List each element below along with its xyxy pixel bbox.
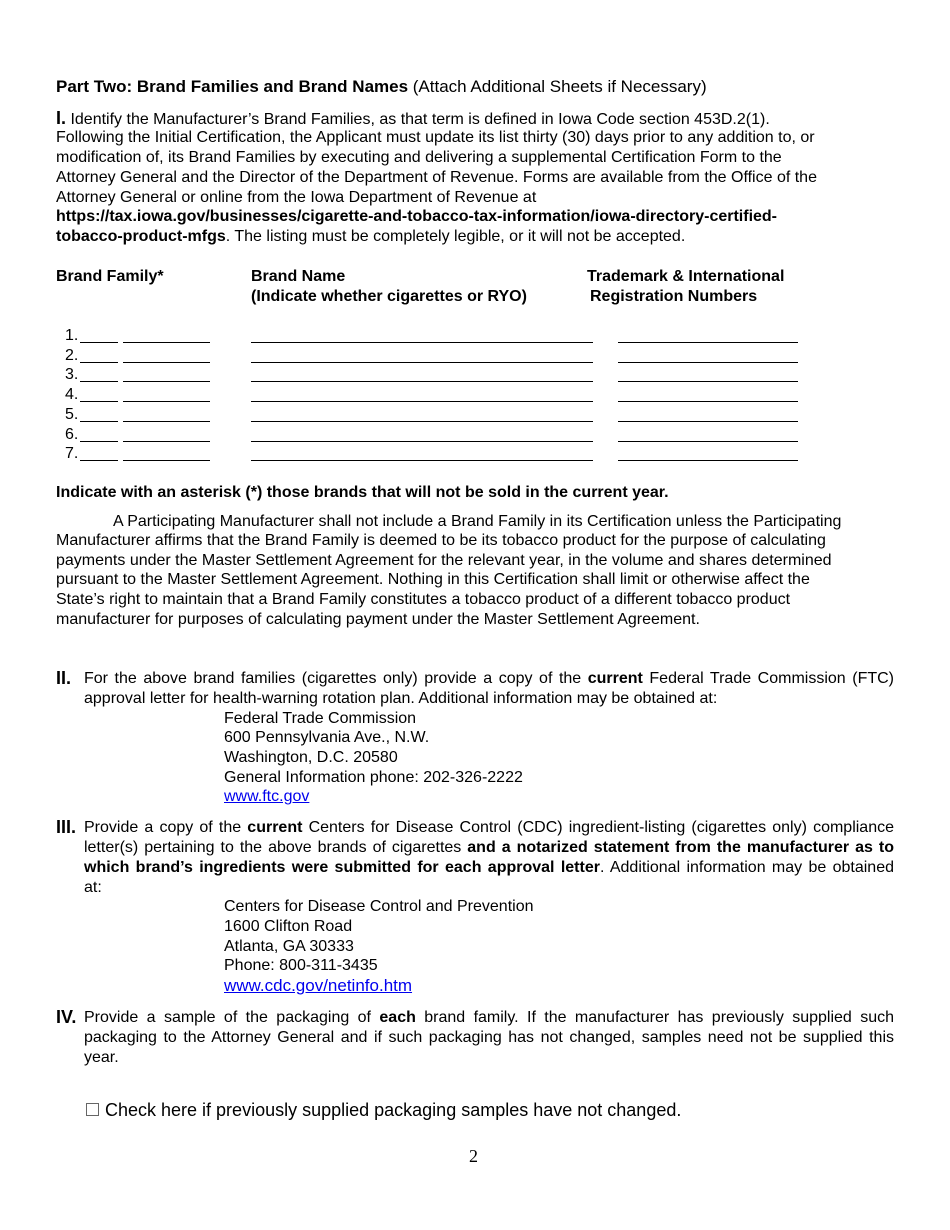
section-iv-text: brand family. If the manufacturer has previously supplied such (415, 1009, 895, 1026)
section-ii-text: For the above brand families (cigarettes only) provide a copy of the (84, 670, 588, 687)
ftc-phone: General Information phone: 202-326-2222 (224, 769, 523, 786)
row-number: 1. (65, 327, 79, 344)
section-ii-line (84, 669, 894, 689)
pm-paragraph-line: State’s right to maintain that a Brand Family constitutes a tobacco product of a different tobacco product (56, 591, 791, 608)
ftc-address-line: 600 Pennsylvania Ave., N.W. (224, 729, 430, 746)
section-i-line (56, 108, 770, 130)
brand-family-field[interactable] (123, 441, 210, 442)
brand-name-field[interactable] (251, 362, 593, 363)
brand-family-code-field[interactable] (80, 362, 118, 363)
trademark-number-field[interactable] (618, 381, 798, 382)
section-iii-numeral: III. (56, 817, 77, 837)
emphasis-current: current (247, 819, 303, 836)
section-ii-numeral: II. (56, 668, 72, 688)
row-number: 5. (65, 405, 79, 423)
trademark-number-field[interactable] (618, 362, 798, 363)
ftc-address-line: Washington, D.C. 20580 (224, 749, 398, 766)
section-iii-text: . Additional information may be obtained (599, 859, 895, 876)
ftc-link-wrap (224, 787, 309, 807)
section-iv-text: Provide a sample of the packaging of (84, 1009, 380, 1026)
part-two-heading (56, 77, 707, 98)
cdc-link-wrap (224, 976, 412, 996)
section-iv-text: packaging to the Attorney General and if such packaging has not changed, samples need not be supplied this (84, 1029, 894, 1046)
brand-name-field[interactable] (251, 460, 593, 461)
header-brand-name-note: (Indicate whether cigarettes or RYO) (251, 288, 527, 305)
pm-paragraph-line: manufacturer for purposes of calculating payment under the Master Settlement Agreement. (56, 611, 700, 628)
section-iv-text: year. (84, 1049, 119, 1066)
asterisk-note: Indicate with an asterisk (*) those brands that will not be sold in the current year. (56, 484, 669, 501)
section-iii-text: at: (84, 879, 102, 896)
section-i-text: modification of, its Brand Families by executing and delivering a supplemental Certification Form to the (56, 149, 782, 166)
section-i-text: Attorney General or online from the Iowa Department of Revenue at (56, 189, 537, 206)
cdc-address-line: Atlanta, GA 30333 (224, 938, 354, 955)
legibility-note: . The listing must be completely legible, or it will not be accepted. (225, 228, 686, 245)
row-number: 2. (65, 346, 79, 364)
cdc-phone: Phone: 800-311-3435 (224, 957, 378, 974)
page-number: 2 (469, 1146, 478, 1166)
section-ii-text: Federal Trade Commission (FTC) (642, 670, 894, 687)
brand-family-field[interactable] (123, 342, 210, 343)
pm-paragraph-line: pursuant to the Master Settlement Agreement. Nothing in this Certification shall limit or otherwise affect the (56, 571, 810, 588)
section-iii-text: letter(s) pertaining to the above brands of cigarettes (84, 839, 468, 856)
section-i-text: Attorney General and the Director of the Department of Revenue. Forms are available from the Office of the (56, 169, 817, 186)
section-iii-line (84, 838, 894, 858)
brand-family-code-field[interactable] (80, 421, 118, 422)
trademark-number-field[interactable] (618, 460, 798, 461)
section-iii-emphasis: and a notarized statement from the manufacturer as to (467, 839, 894, 856)
section-iii-line (84, 858, 894, 878)
iowa-url: https://tax.iowa.gov/businesses/cigarette-and-tobacco-tax-information/iowa-directory-certified- (56, 208, 778, 225)
brand-family-field[interactable] (123, 362, 210, 363)
row-number: 7. (65, 445, 79, 463)
iowa-url-line1 (56, 207, 777, 227)
brand-name-field[interactable] (251, 342, 593, 343)
trademark-number-field[interactable] (618, 441, 798, 442)
ftc-address-line: Federal Trade Commission (224, 710, 417, 727)
row-number: 3. (65, 366, 79, 384)
brand-name-field[interactable] (251, 401, 593, 402)
section-iii-emphasis: which brand’s ingredients were submitted for each approval letter (84, 859, 600, 876)
section-iii-text: Centers for Disease Control (CDC) ingredient-listing (cigarettes only) compliance (302, 819, 894, 836)
section-ii-text: approval letter for health-warning rotation plan. Additional information may be obtained at: (84, 690, 718, 707)
header-trademark: Trademark & International (587, 268, 785, 285)
cdc-address-line: Centers for Disease Control and Prevention (224, 898, 534, 915)
brand-family-code-field[interactable] (80, 342, 118, 343)
pm-paragraph-line: payments under the Master Settlement Agreement for the relevant year, in the volume and shares determined (56, 552, 832, 569)
trademark-number-field[interactable] (618, 421, 798, 422)
iowa-url-line2 (56, 227, 685, 247)
brand-family-field[interactable] (123, 421, 210, 422)
brand-family-field[interactable] (123, 460, 210, 461)
brand-family-field[interactable] (123, 381, 210, 382)
pm-paragraph-line: A Participating Manufacturer shall not include a Brand Family in its Certification unless the Participating (113, 513, 842, 530)
part-two-title: Part Two: Brand Families and Brand Names (56, 77, 409, 96)
brand-name-field[interactable] (251, 441, 593, 442)
section-i-numeral: I. (56, 108, 67, 128)
checkbox-label: Check here if previously supplied packaging samples have not changed. (105, 1100, 682, 1120)
emphasis-each: each (379, 1009, 416, 1026)
section-i-text: Identify the Manufacturer’s Brand Families, as that term is defined in Iowa Code section 453D.2(1). (66, 111, 770, 128)
brand-name-field[interactable] (251, 381, 593, 382)
header-registration: Registration Numbers (590, 288, 758, 305)
brand-family-field[interactable] (123, 401, 210, 402)
cdc-address-line: 1600 Clifton Road (224, 918, 353, 935)
trademark-number-field[interactable] (618, 401, 798, 402)
section-i-text: Following the Initial Certification, the Applicant must update its list thirty (30) days prior to any addition to, or (56, 129, 815, 146)
emphasis-current: current (587, 670, 643, 687)
brand-family-code-field[interactable] (80, 460, 118, 461)
brand-family-code-field[interactable] (80, 441, 118, 442)
section-iii-text: Provide a copy of the (84, 819, 248, 836)
trademark-number-field[interactable] (618, 342, 798, 343)
brand-family-code-field[interactable] (80, 401, 118, 402)
section-iv-line (84, 1008, 894, 1028)
section-iv-numeral: IV. (56, 1007, 77, 1027)
section-iii-line (84, 818, 894, 838)
row-number: 4. (65, 386, 79, 404)
ftc-link[interactable]: www.ftc.gov (224, 788, 310, 805)
cdc-link[interactable]: www.cdc.gov/netinfo.htm (224, 976, 413, 995)
header-brand-name: Brand Name (251, 268, 346, 285)
header-brand-family: Brand Family* (56, 268, 164, 285)
part-two-subtitle: (Attach Additional Sheets if Necessary) (408, 77, 707, 96)
packaging-unchanged-checkbox-row (86, 1099, 681, 1121)
iowa-url: tobacco-product-mfgs (56, 228, 226, 245)
row-number: 6. (65, 425, 79, 443)
brand-name-field[interactable] (251, 421, 593, 422)
packaging-unchanged-checkbox[interactable] (86, 1103, 99, 1116)
pm-paragraph-line: Manufacturer affirms that the Brand Family is deemed to be its tobacco product for the purpose of calculating (56, 532, 826, 549)
brand-family-code-field[interactable] (80, 381, 118, 382)
